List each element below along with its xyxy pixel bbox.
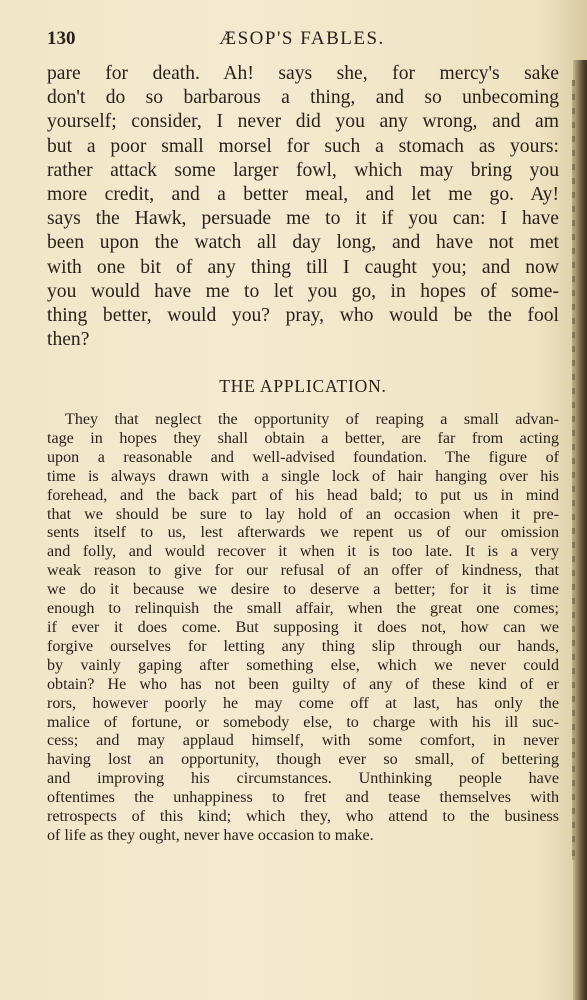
fable-line: but a poor small morsel for such a stomach as yours: (47, 135, 559, 157)
fable-line: then? (47, 329, 90, 351)
application-line: if ever it does come. But supposing it does not, how can we (47, 618, 559, 636)
application-line: time is always drawn with a single lock of hair hanging over his (47, 467, 559, 485)
fable-text (47, 62, 559, 352)
application-line: and improving his circumstances. Unthinking people have (47, 770, 559, 788)
application-line: forgive ourselves for letting any thing slip through our hands, (47, 637, 559, 655)
application-line: we do it because we desire to deserve a better; for it is time (47, 581, 559, 599)
page-header (47, 28, 557, 52)
application-line: cess; and may applaud himself, with some comfort, in never (47, 732, 559, 750)
fable-line: says the Hawk, persuade me to it if you can: I have (47, 208, 559, 230)
fable-line: don't do so barbarous a thing, and so unbecoming (47, 87, 559, 109)
application-line: having lost an opportunity, though ever so small, of bettering (47, 751, 559, 769)
fable-line: yourself; consider, I never did you any wrong, and am (47, 111, 559, 133)
page-edge-binding (572, 80, 575, 860)
application-line: obtain? He who has not been guilty of any of these kind of er (47, 675, 559, 693)
fable-line: you would have me to let you go, in hopes of some- (47, 280, 559, 302)
application-line: upon a reasonable and well-advised foundation. The figure of (47, 448, 559, 466)
application-line: weak reason to give for our refusal of an offer of kindness, that (47, 562, 559, 580)
page-edge-shadow (573, 60, 587, 1000)
fable-line: rather attack some larger fowl, which may bring you (47, 159, 559, 181)
application-line: retrospects of this kind; which they, who attend to the business (47, 808, 559, 826)
fable-line: pare for death. Ah! says she, for mercy's sake (47, 63, 559, 84)
application-line: malice of fortune, or somebody else, to charge with his ill suc- (47, 713, 559, 731)
application-line: and folly, and would recover it when it is too late. It is a very (47, 543, 559, 561)
application-text (47, 411, 559, 846)
application-line: that we should be sure to lay hold of an occasion when it pre- (47, 505, 559, 523)
application-line: rors, however poorly he may come off at last, has only the (47, 694, 559, 712)
application-line: by vainly gaping after something else, which we never could (47, 656, 559, 674)
fable-line: been upon the watch all day long, and have not met (47, 232, 559, 254)
fable-line: more credit, and a better meal, and let me go. Ay! (47, 184, 559, 206)
page-number: 130 (47, 28, 76, 49)
application-line: of life as they ought, never have occasion to make. (47, 826, 374, 844)
application-line: They that neglect the opportunity of reaping a small advan- (65, 411, 559, 428)
application-line: enough to relinquish the small affair, when the great one comes; (47, 600, 559, 618)
application-line: sents itself to us, lest afterwards we repent us of our omission (47, 524, 559, 542)
application-line: oftentimes the unhappiness to fret and tease themselves with (47, 789, 559, 807)
section-heading: THE APPLICATION. (219, 376, 387, 396)
fable-line: with one bit of any thing till I caught you; and now (47, 256, 559, 278)
application-line: forehead, and the back part of his head bald; to put us in mind (47, 486, 559, 504)
application-line: tage in hopes they shall obtain a better, are far from acting (47, 429, 559, 447)
fable-line: thing better, would you? pray, who would be the fool (47, 305, 559, 327)
running-title: ÆSOP'S FABLES. (219, 28, 385, 49)
